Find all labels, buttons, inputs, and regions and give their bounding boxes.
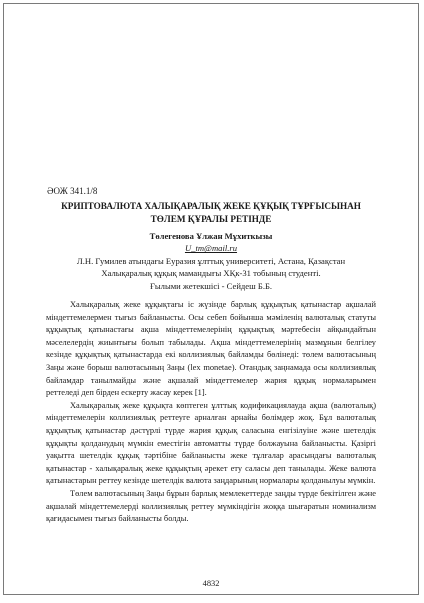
author-email[interactable]: U_tm@mail.ru [184,243,238,254]
udc-code: ӘОЖ 341.1/8 [47,186,98,196]
author-name: Төлегенова Ұлжан Мұхиткызы [149,231,273,241]
author-supervisor: Ғылыми жетекшісі - Сейдеш Б.Б. [149,280,273,291]
title-line-2: ТӨЛЕМ ҚҰРАЛЫ РЕТІНДЕ [150,214,272,224]
paper-page [3,3,419,595]
body-paragraph-1: Халықаралық жеке құқықтағы іс жүзінде барлық құқықтық қатынастар ақшалай міндеттемелермен тығыз байланысты. Осы себеп бойынша мәміленің валюталық статуты құқықтық қатынастағы ақша міндеттемелерінің құқықтық мәртебесін айқындайтын мәселелердің жиынтығы болып табылады. Ақша міндеттемелерінің мазмұнын белгілеу кезінде құқықтық қатынастарда екі коллизиялық байламды бөлінеді: төлем валютасының Заңы және борыш валютасының Заңы (lex monetae). Отандық заңнамада осы коллизиялық байламдар танылмайды және ақшалай міндеттемелер жария құқық нормаларымен реттеледі деп бірден ескерту жасау керек [1]. [46,300,376,398]
author-block [44,230,378,292]
page-number: 4832 [202,579,220,588]
body-paragraph-3: Төлем валютасының Заңы бұрын барлық мемлекеттерде заңды түрде бекітілген және ақшалай міндеттемелерді коллизиялық реттеу мүмкіндігін жоққа шығаратын номинализм қағидасымен тығыз байланысты болды. [46,488,376,524]
title-line-1: КРИПТОВАЛЮТА ХАЛЫҚАРАЛЫҚ ЖЕКЕ ҚҰҚЫҚ ТҰРҒЫСЫНАН [61,201,361,211]
body-paragraph-2: Халықаралық жеке құқықта көптеген ұлттық кодификациялауда ақша (валюталық) міндеттемелерін коллизиялық реттеуге арналған арнайы бөлімдер жоқ. Бұл валюталық құқықтық қатынастар дәстүрлі түрде жария құқық саласына енгізілуіне және шетелдік құқықты қолданудың мүмкін еместігін автоматты түрде болжауына байланысты. Қазіргі уақытта шетелдік құқық тәртібіне байланысты жеке тұлғалар арасындағы валюталық қатынастар - халықаралық жеке құқықтың әрекет ету саласы деп танылады. Жеке валюта қатынастарын реттеу кезінде шетелдік валюта заңдарының нормалары қолданылуы мүмкін. [46,400,376,486]
article-title [38,200,384,226]
author-status: Халықаралық құқық мамандығы ХҚк-31 тобының студенті. [101,268,321,279]
author-affiliation: Л.Н. Гумилев атындағы Еуразия ұлттық университеті, Астана, Қазақстан [76,255,346,266]
article-body [46,299,376,526]
